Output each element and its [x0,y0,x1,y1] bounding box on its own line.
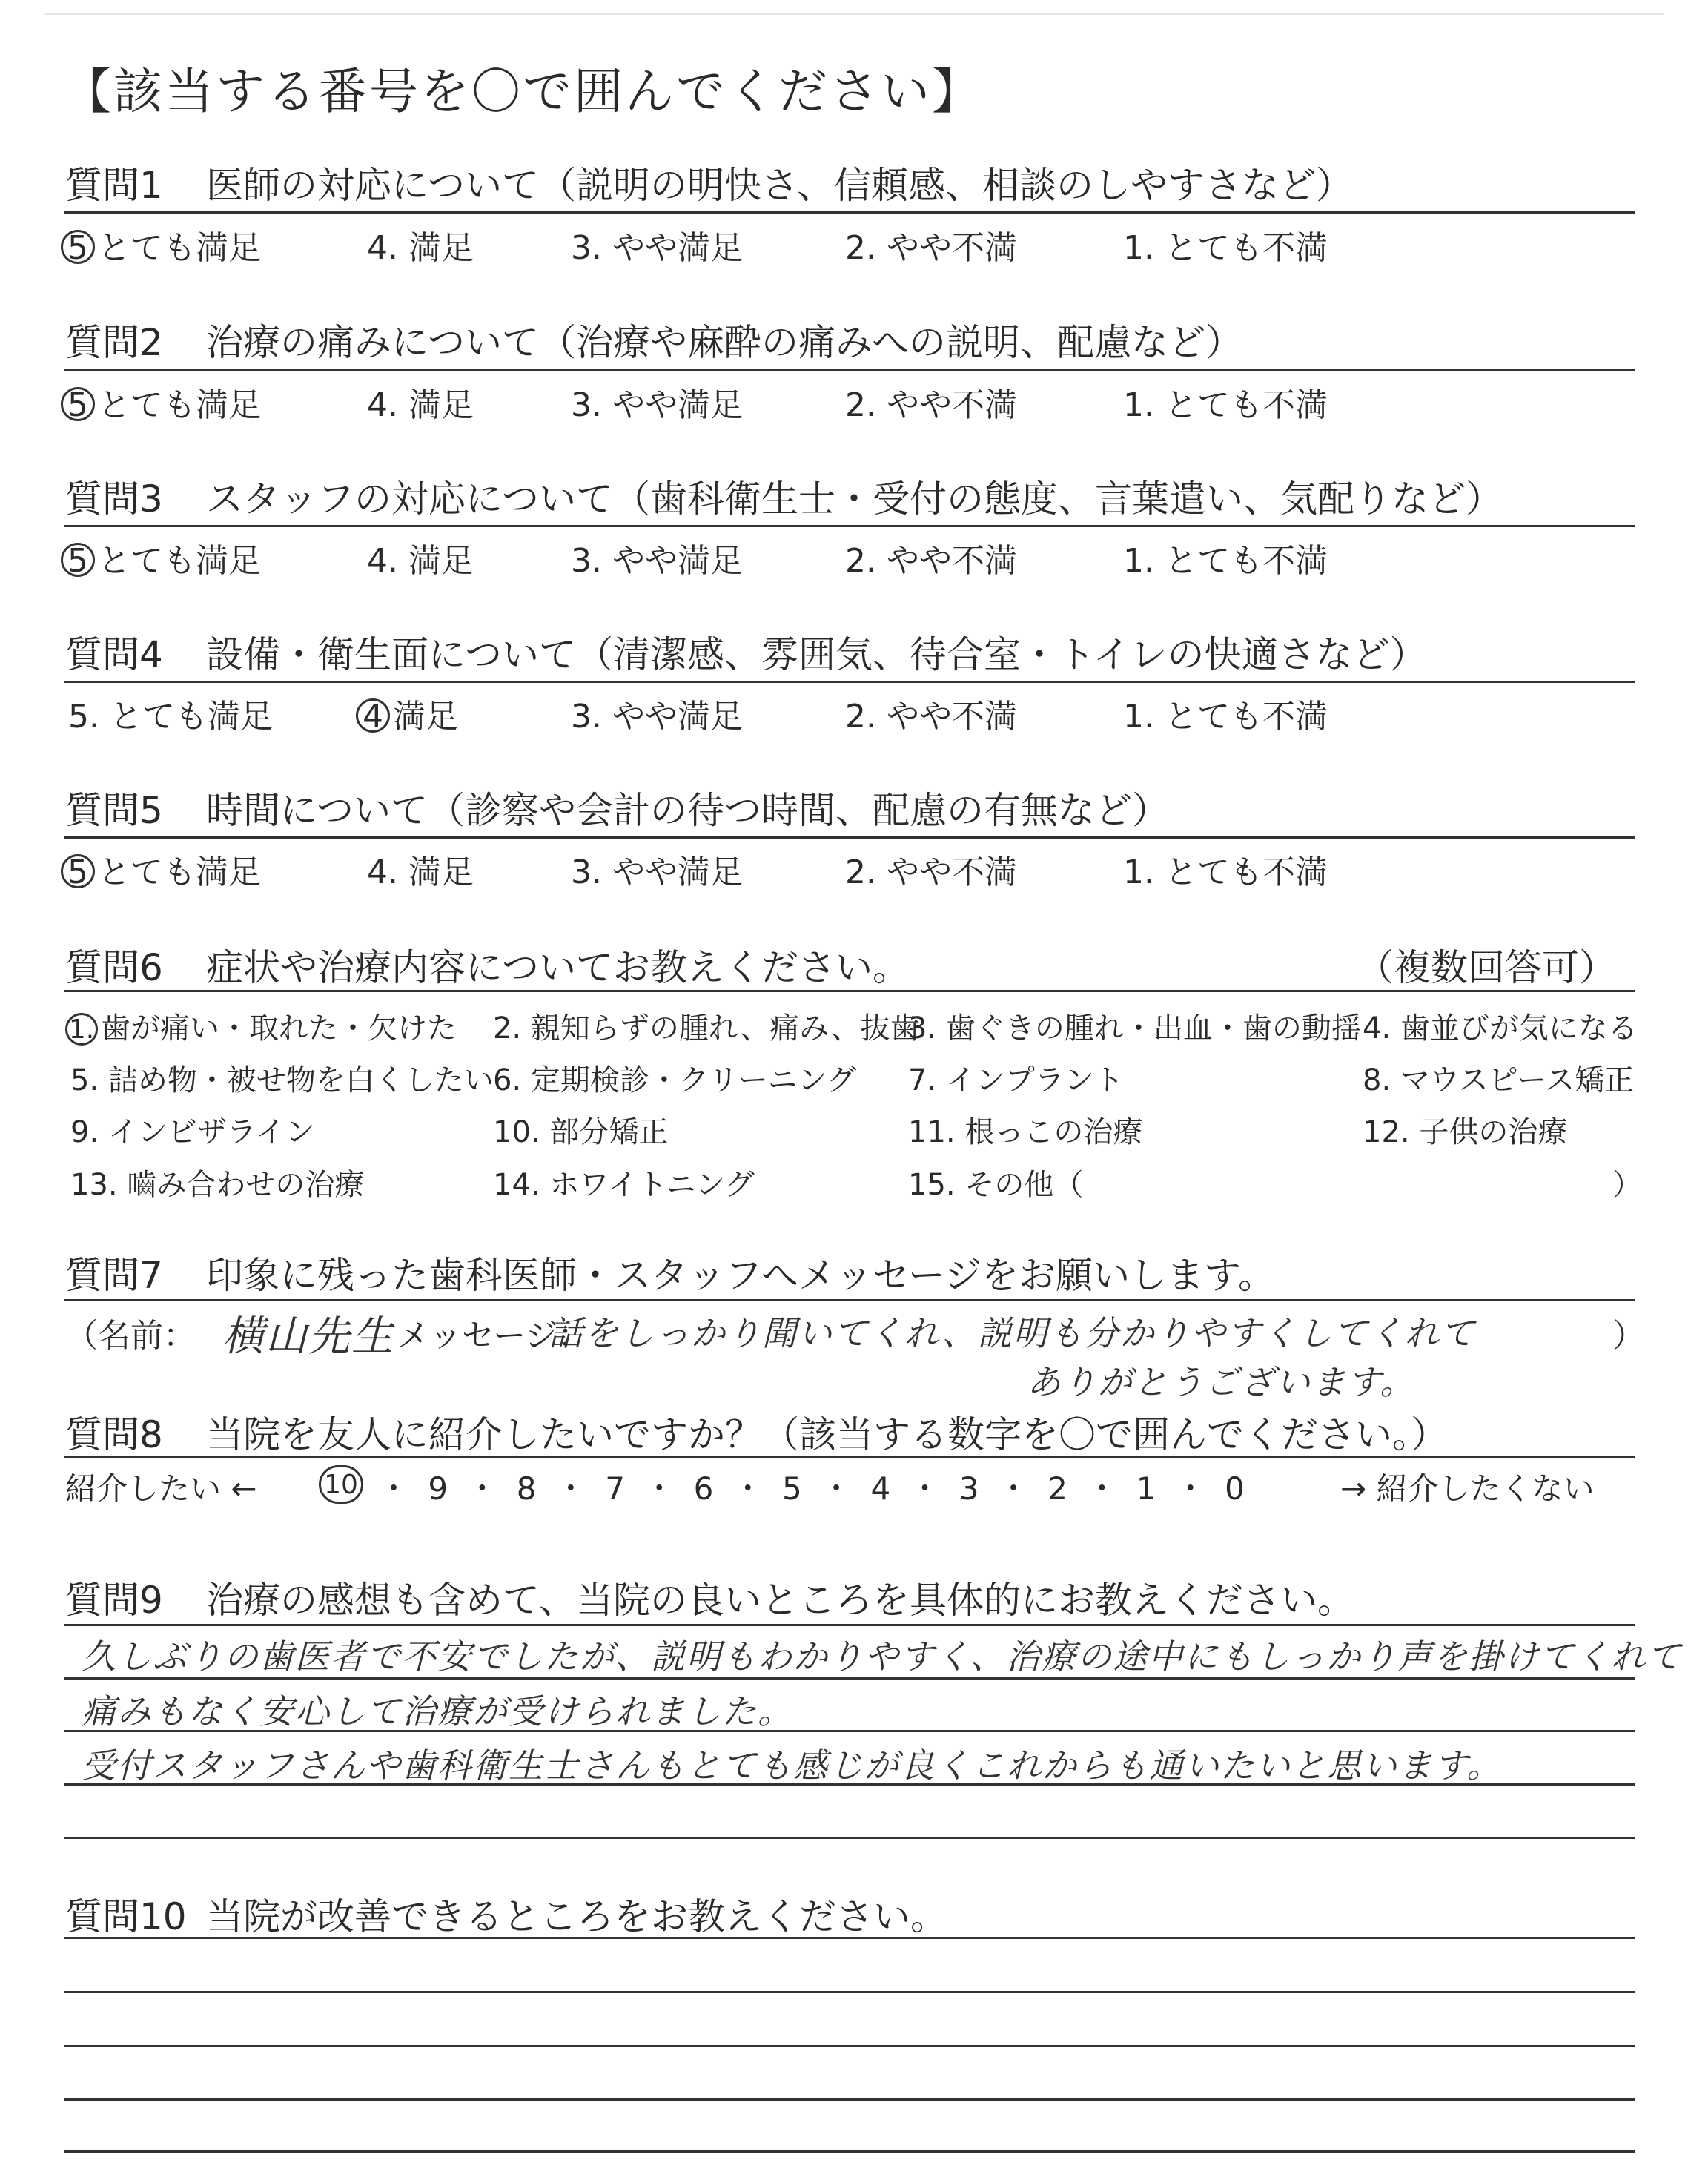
question-number: 質問10 [65,1895,187,1938]
option-5[interactable]: 5. とても満足 [68,698,273,736]
question-7 [65,1246,1275,1299]
symptom-15-close: ） [1612,1168,1642,1202]
question-9 [65,1571,1354,1624]
name-label: （名前： [65,1317,196,1355]
symptom-14[interactable]: 14. ホワイトニング [493,1168,755,1202]
answer-rule [64,1299,1635,1301]
scale-option-10-selected[interactable] [319,1464,366,1504]
option-4[interactable]: 4. 満足 [367,386,474,424]
option-1[interactable]: 1. とても不満 [1123,853,1328,891]
question-text: スタッフの対応について（歯科衛生士・受付の態度、言葉遣い、気配りなど） [206,478,1503,521]
answer-rule [64,836,1635,839]
option-5-selected[interactable]: 5 とても満足 [61,221,261,268]
option-3[interactable]: 3. やや満足 [571,853,743,891]
question-1 [65,156,1353,209]
q9-answer-line1[interactable]: 久しぶりの歯医者で不安でしたが、説明もわかりやすく、治療の途中にもしっかり声を掛けてくれて [82,1636,1683,1677]
question-number: 質問8 [65,1413,163,1456]
answer-rule [64,2098,1635,2101]
question-text: 症状や治療内容についてお教えください。 [206,946,910,989]
message-close: ） [1612,1317,1645,1355]
answer-rule [64,2045,1635,2047]
circle-mark: 5 [61,230,95,264]
answer-rule [64,211,1635,214]
answer-rule [64,525,1635,527]
question-4 [65,625,1427,678]
circle-mark: 4 [356,698,390,733]
option-3[interactable]: 3. やや満足 [571,229,743,267]
answer-rule [64,1730,1635,1732]
scale-options[interactable]: ・ 9 ・ 8 ・ 7 ・ 6 ・ 5 ・ 4 ・ 3 ・ 2 ・ 1 ・ 0 [378,1470,1249,1507]
question-number: 質問9 [65,1579,163,1622]
question-text: 印象に残った歯科医師・スタッフへメッセージをお願いします。 [206,1254,1275,1297]
question-text: 当院が改善できるところをお教えください。 [206,1895,947,1938]
question-3 [65,469,1503,523]
top-divider [44,13,1664,15]
circle-mark: 10 [319,1465,363,1504]
answer-rule [64,1456,1635,1458]
q9-answer-line3[interactable]: 受付スタッフさんや歯科衛生士さんもとても感じが良くこれからも通いたいと思います。 [82,1745,1503,1786]
question-text: 設備・衛生面について（清潔感、雰囲気、待合室・トイレの快適さなど） [206,633,1427,676]
symptom-10[interactable]: 10. 部分矯正 [493,1115,669,1149]
question-number: 質問6 [65,946,163,989]
question-text: 治療の感想も含めて、当院の良いところを具体的にお教えください。 [206,1579,1354,1622]
symptom-1-selected[interactable]: 1. 歯が痛い・取れた・欠けた [65,1005,457,1047]
question-6 [65,938,910,991]
option-3[interactable]: 3. やや満足 [571,386,743,424]
option-3[interactable]: 3. やや満足 [571,698,743,736]
question-10 [65,1887,947,1941]
symptom-7[interactable]: 7. インプラント [908,1063,1124,1097]
question-text: 医師の対応について（説明の明快さ、信頼感、相談のしやすさなど） [206,164,1353,207]
symptom-3[interactable]: 3. 歯ぐきの腫れ・出血・歯の動揺 [908,1011,1361,1046]
question-8 [65,1405,1448,1459]
option-4[interactable]: 4. 満足 [367,853,474,891]
answer-rule [64,1677,1635,1680]
question-number: 質問4 [65,633,163,676]
symptom-8[interactable]: 8. マウスピース矯正 [1363,1063,1635,1097]
option-2[interactable]: 2. やや不満 [845,698,1017,736]
answer-rule [64,369,1635,371]
option-2[interactable]: 2. やや不満 [845,853,1017,891]
circle-mark: 5 [61,543,95,577]
option-5-selected[interactable]: 5 とても満足 [61,378,261,426]
symptom-9[interactable]: 9. インビザライン [70,1115,315,1149]
answer-rule [64,990,1635,992]
symptom-11[interactable]: 11. 根っこの治療 [908,1115,1143,1149]
symptom-6[interactable]: 6. 定期検診・クリーニング [493,1063,857,1097]
q9-answer-line2[interactable]: 痛みもなく安心して治療が受けられました。 [82,1691,793,1731]
option-1[interactable]: 1. とても不満 [1123,698,1328,736]
answer-rule [64,2150,1635,2153]
answer-rule [64,1783,1635,1786]
option-1[interactable]: 1. とても不満 [1123,542,1328,580]
option-2[interactable]: 2. やや不満 [845,386,1017,424]
symptom-12[interactable]: 12. 子供の治療 [1363,1115,1568,1149]
symptom-4[interactable]: 4. 歯並びが気になる [1363,1011,1638,1046]
question-number: 質問7 [65,1254,163,1297]
question-text: 時間について（診察や会計の待つ時間、配慮の有無など） [206,789,1169,832]
answer-rule [64,681,1635,683]
multiple-answer-note: （複数回答可） [1357,946,1616,989]
answer-rule [64,1837,1635,1839]
option-3[interactable]: 3. やや満足 [571,542,743,580]
option-5-selected[interactable]: 5 とても満足 [61,534,261,581]
option-1[interactable]: 1. とても不満 [1123,386,1328,424]
question-5 [65,781,1169,834]
option-2[interactable]: 2. やや不満 [845,229,1017,267]
question-text: 当院を友人に紹介したいですか？（該当する数字を〇で囲んでください。） [206,1413,1448,1456]
question-number: 質問1 [65,164,163,207]
message-handwritten-line2[interactable]: ありがとうございます。 [1027,1362,1416,1402]
symptom-5[interactable]: 5. 詰め物・被せ物を白くしたい [70,1063,494,1097]
question-number: 質問3 [65,478,163,521]
option-4[interactable]: 4. 満足 [367,542,474,580]
answer-rule [64,1937,1635,1939]
question-number: 質問5 [65,789,163,832]
page-title: 【該当する番号を〇で囲んでください】 [62,63,983,120]
question-2 [65,313,1242,366]
option-4-selected[interactable]: 4 満足 [356,690,458,737]
symptom-2[interactable]: 2. 親知らずの腫れ、痛み、抜歯 [493,1011,920,1046]
message-label: メッセージ： [397,1317,591,1355]
circle-mark: 5 [61,387,95,421]
circle-mark: 1. [65,1013,98,1046]
answer-rule [64,1624,1635,1626]
question-number: 質問2 [65,321,163,364]
symptom-13[interactable]: 13. 嚙み合わせの治療 [70,1168,365,1202]
question-text: 治療の痛みについて（治療や麻酔の痛みへの説明、配慮など） [206,321,1242,364]
scale-left-label: 紹介したい ← [65,1470,257,1507]
scale-right-label: → 紹介したくない [1340,1470,1595,1507]
answer-rule [64,1991,1635,1993]
name-handwritten[interactable]: 横山先生 [222,1312,394,1361]
symptom-15[interactable]: 15. その他（ [908,1168,1084,1202]
option-2[interactable]: 2. やや不満 [845,542,1017,580]
option-5-selected[interactable]: 5 とても満足 [61,845,261,893]
option-1[interactable]: 1. とても不満 [1123,229,1328,267]
circle-mark: 5 [61,854,95,888]
option-4[interactable]: 4. 満足 [367,229,474,267]
message-handwritten-line1[interactable]: 話をしっかり聞いてくれ、説明も分かりやすくしてくれて [549,1313,1476,1353]
